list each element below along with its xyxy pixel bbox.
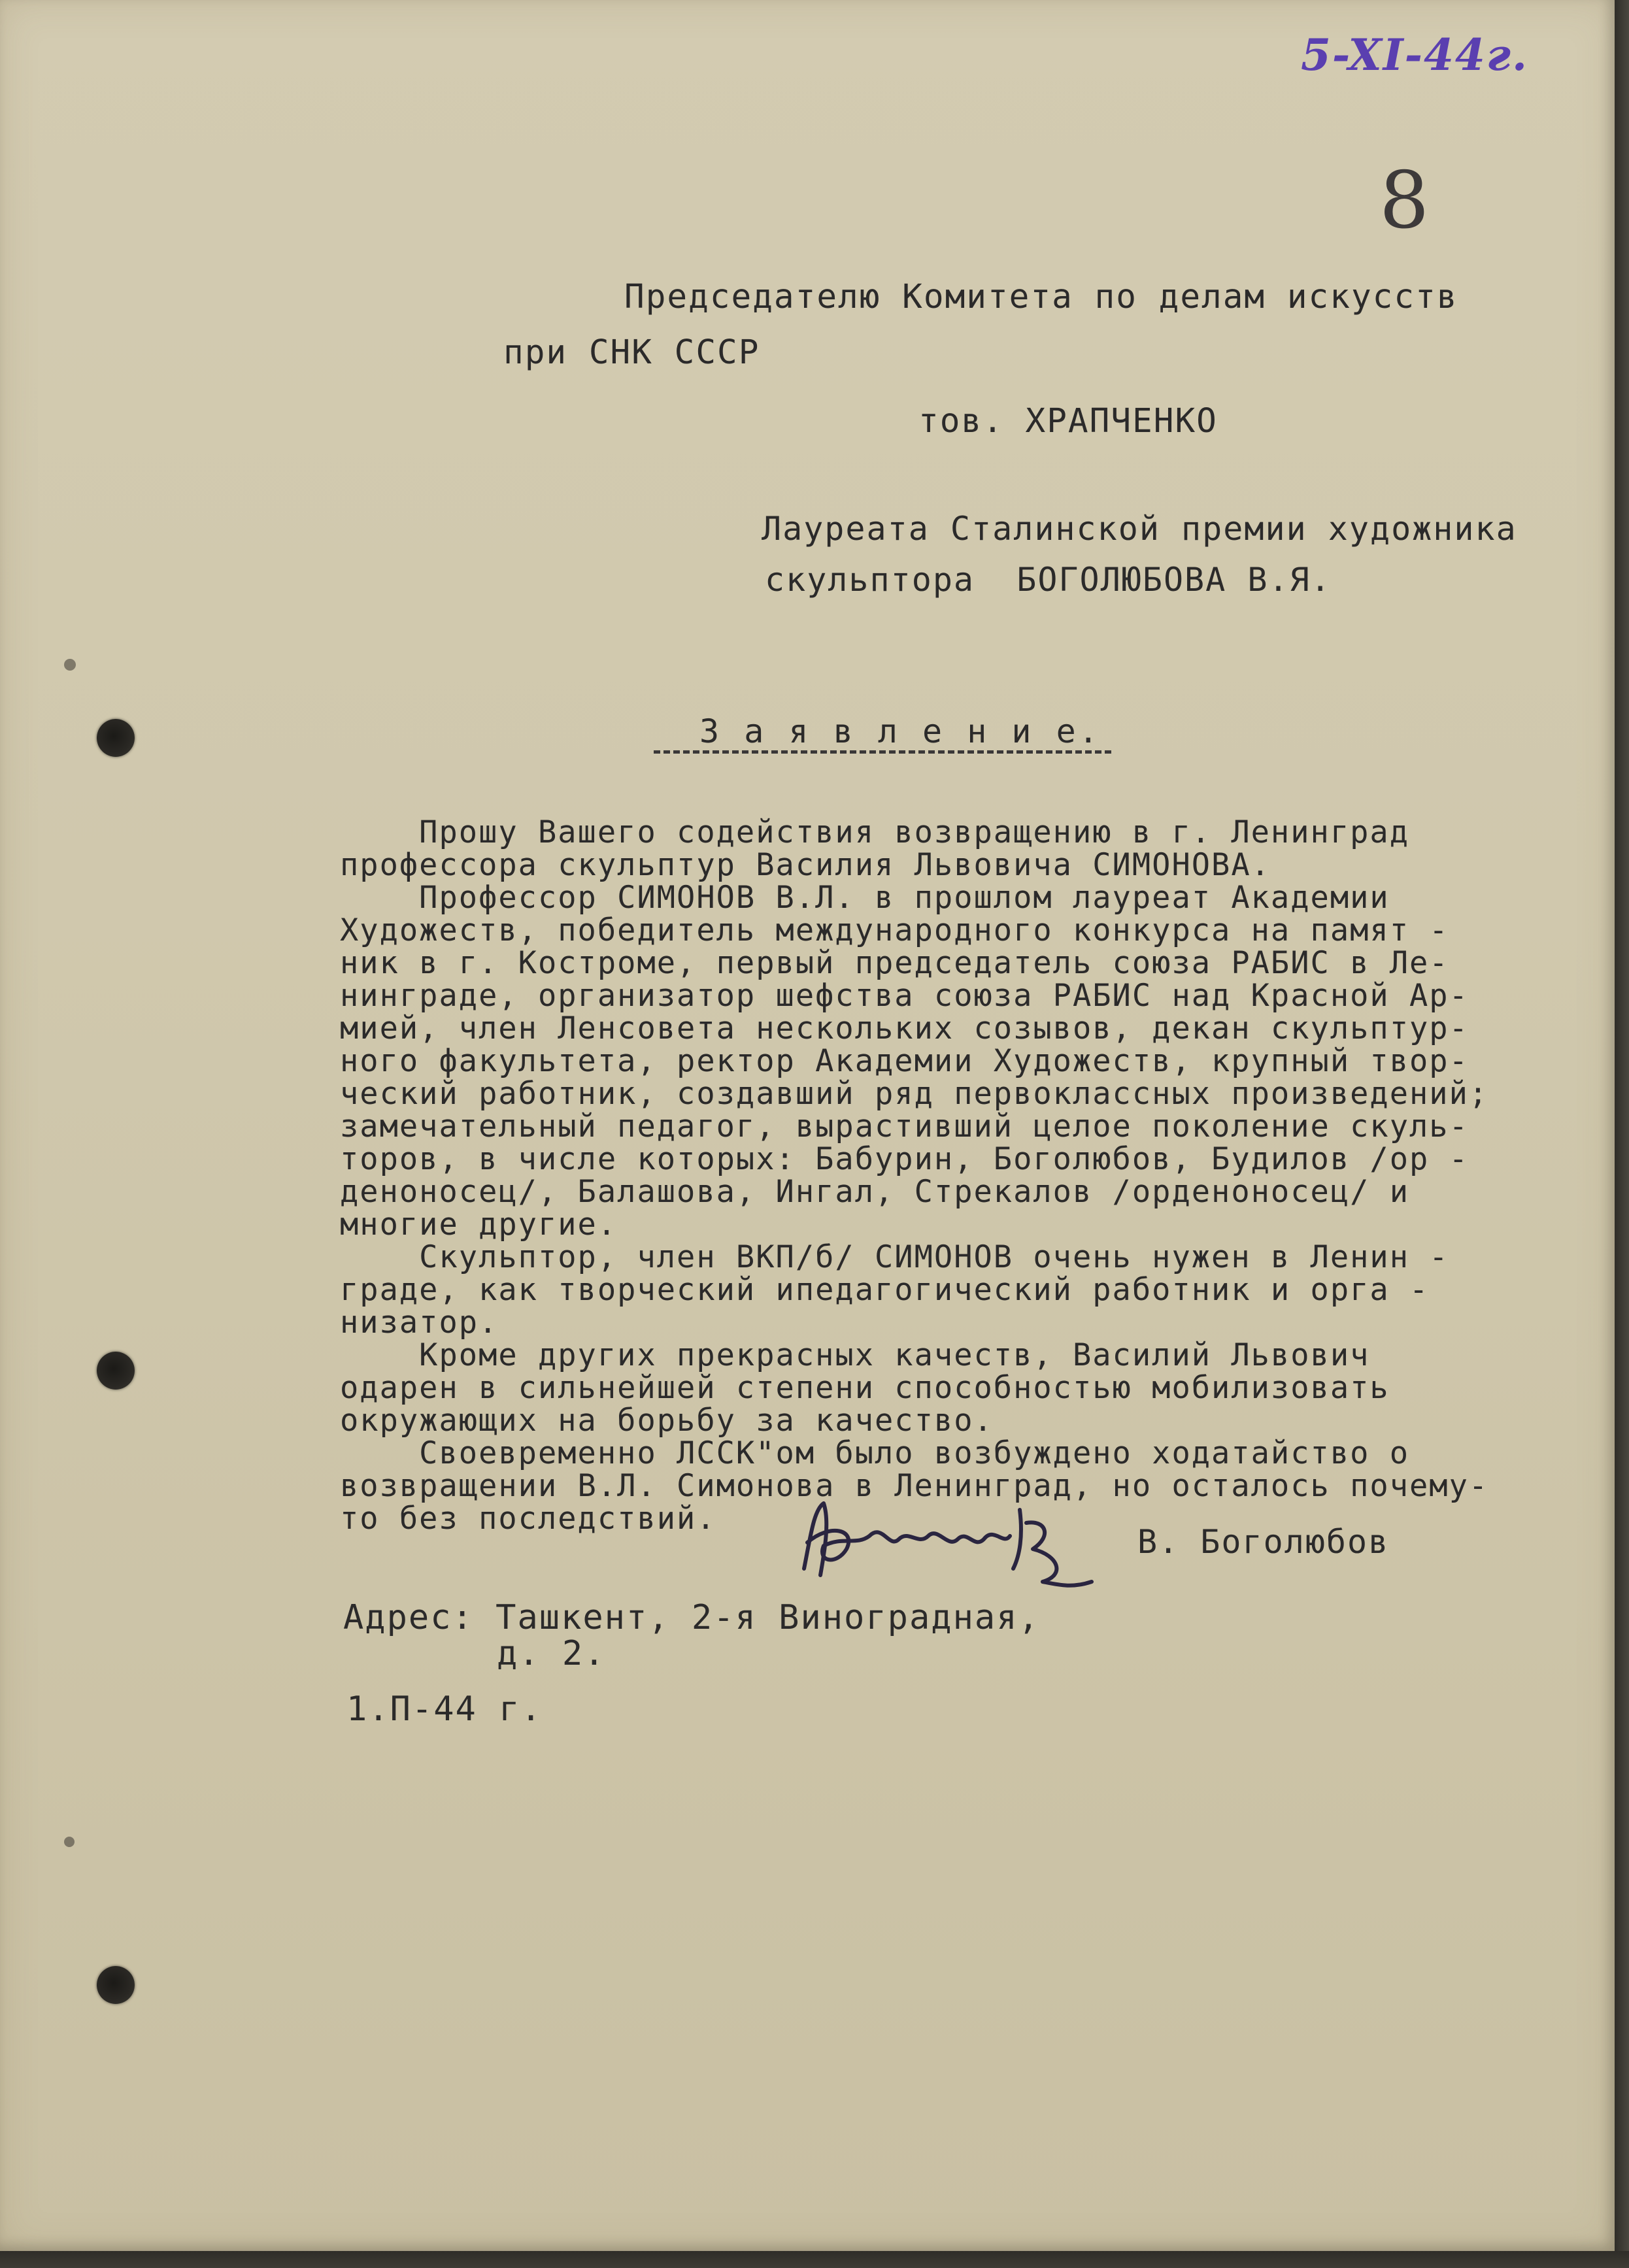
body-line: Прошу Вашего содействия возвращению в г. Ленинград — [340, 814, 1410, 850]
binder-hole-top — [97, 719, 135, 757]
body-line: низатор. — [340, 1305, 499, 1341]
body-line: Кроме других прекрасных качеств, Василий Львович — [340, 1337, 1370, 1373]
scan-edge-right — [1615, 0, 1629, 2268]
body-line: одарен в сильнейшей степени способностью мобилизовать — [340, 1370, 1390, 1406]
address-line-2: д. 2. — [497, 1634, 606, 1673]
title-underline — [654, 750, 1111, 754]
body-line: нинграде, организатор шефства союза РАБИС над Красной Ар- — [340, 978, 1469, 1014]
body-line: Своевременно ЛССК"ом было возбуждено ходатайство о — [340, 1435, 1410, 1471]
body-line: мией, член Ленсовета нескольких созывов, декан скульптур- — [340, 1010, 1469, 1046]
ink-spot — [64, 659, 76, 671]
sender-line-1: Лауреата Сталинской премии художника — [762, 510, 1517, 548]
body-line: торов, в числе которых: Бабурин, Боголюбов, Будилов /ор - — [340, 1141, 1469, 1177]
body-line: граде, как творческий ипедагогический работник и орга - — [340, 1272, 1430, 1308]
binder-hole-middle — [97, 1352, 135, 1390]
address-line-1: Адрес: Ташкент, 2-я Виноградная, — [343, 1598, 1040, 1637]
body-line: Скульптор, член ВКП/б/ СИМОНОВ очень нужен в Ленин - — [340, 1239, 1449, 1275]
body-line: замечательный педагог, вырастивший целое поколение скуль- — [340, 1109, 1469, 1144]
body-line: возвращении В.Л. Симонова в Ленинград, но осталось почему- — [340, 1468, 1489, 1504]
document-title: З а я в л е н и е. — [699, 712, 1101, 750]
addressee-line-2: при СНК СССР — [503, 333, 760, 372]
sender-line-2: скульптора БОГОЛЮБОВА В.Я. — [765, 561, 1332, 599]
body-line: ного факультета, ректор Академии Художеств, крупный твор- — [340, 1043, 1469, 1079]
body-line: окружающих на борьбу за качество. — [340, 1403, 994, 1439]
body-line: деноносец/, Балашова, Ингал, Стрекалов /орденоносец/ и — [340, 1174, 1410, 1210]
body-line: ческий работник, создавший ряд первоклассных произведений; — [340, 1076, 1489, 1112]
signature-name: В. Боголюбов — [1137, 1523, 1390, 1561]
body-line: профессора скульптур Василия Львовича СИМОНОВА. — [340, 847, 1271, 883]
document-date: 1.П-44 г. — [346, 1690, 543, 1729]
addressee-line-1: Председателю Комитета по делам искусств — [624, 278, 1458, 316]
handwritten-date-stamp: 5-XI-44г. — [1301, 29, 1528, 80]
ink-spot — [64, 1837, 75, 1847]
body-line: Профессор СИМОНОВ В.Л. в прошлом лауреат Академии — [340, 880, 1390, 916]
body-line: многие другие. — [340, 1207, 618, 1242]
body-line: Художеств, победитель международного конкурса на памят - — [340, 912, 1449, 948]
addressee-line-3: тов. ХРАПЧЕНКО — [918, 402, 1218, 441]
scan-edge-bottom — [0, 2251, 1629, 2268]
handwritten-page-number: 8 — [1379, 156, 1430, 246]
binder-hole-bottom — [97, 1966, 135, 2004]
handwritten-signature — [784, 1484, 1124, 1595]
body-line: ник в г. Костроме, первый председатель союза РАБИС в Ле- — [340, 945, 1449, 981]
body-line: то без последствий. — [340, 1501, 716, 1537]
